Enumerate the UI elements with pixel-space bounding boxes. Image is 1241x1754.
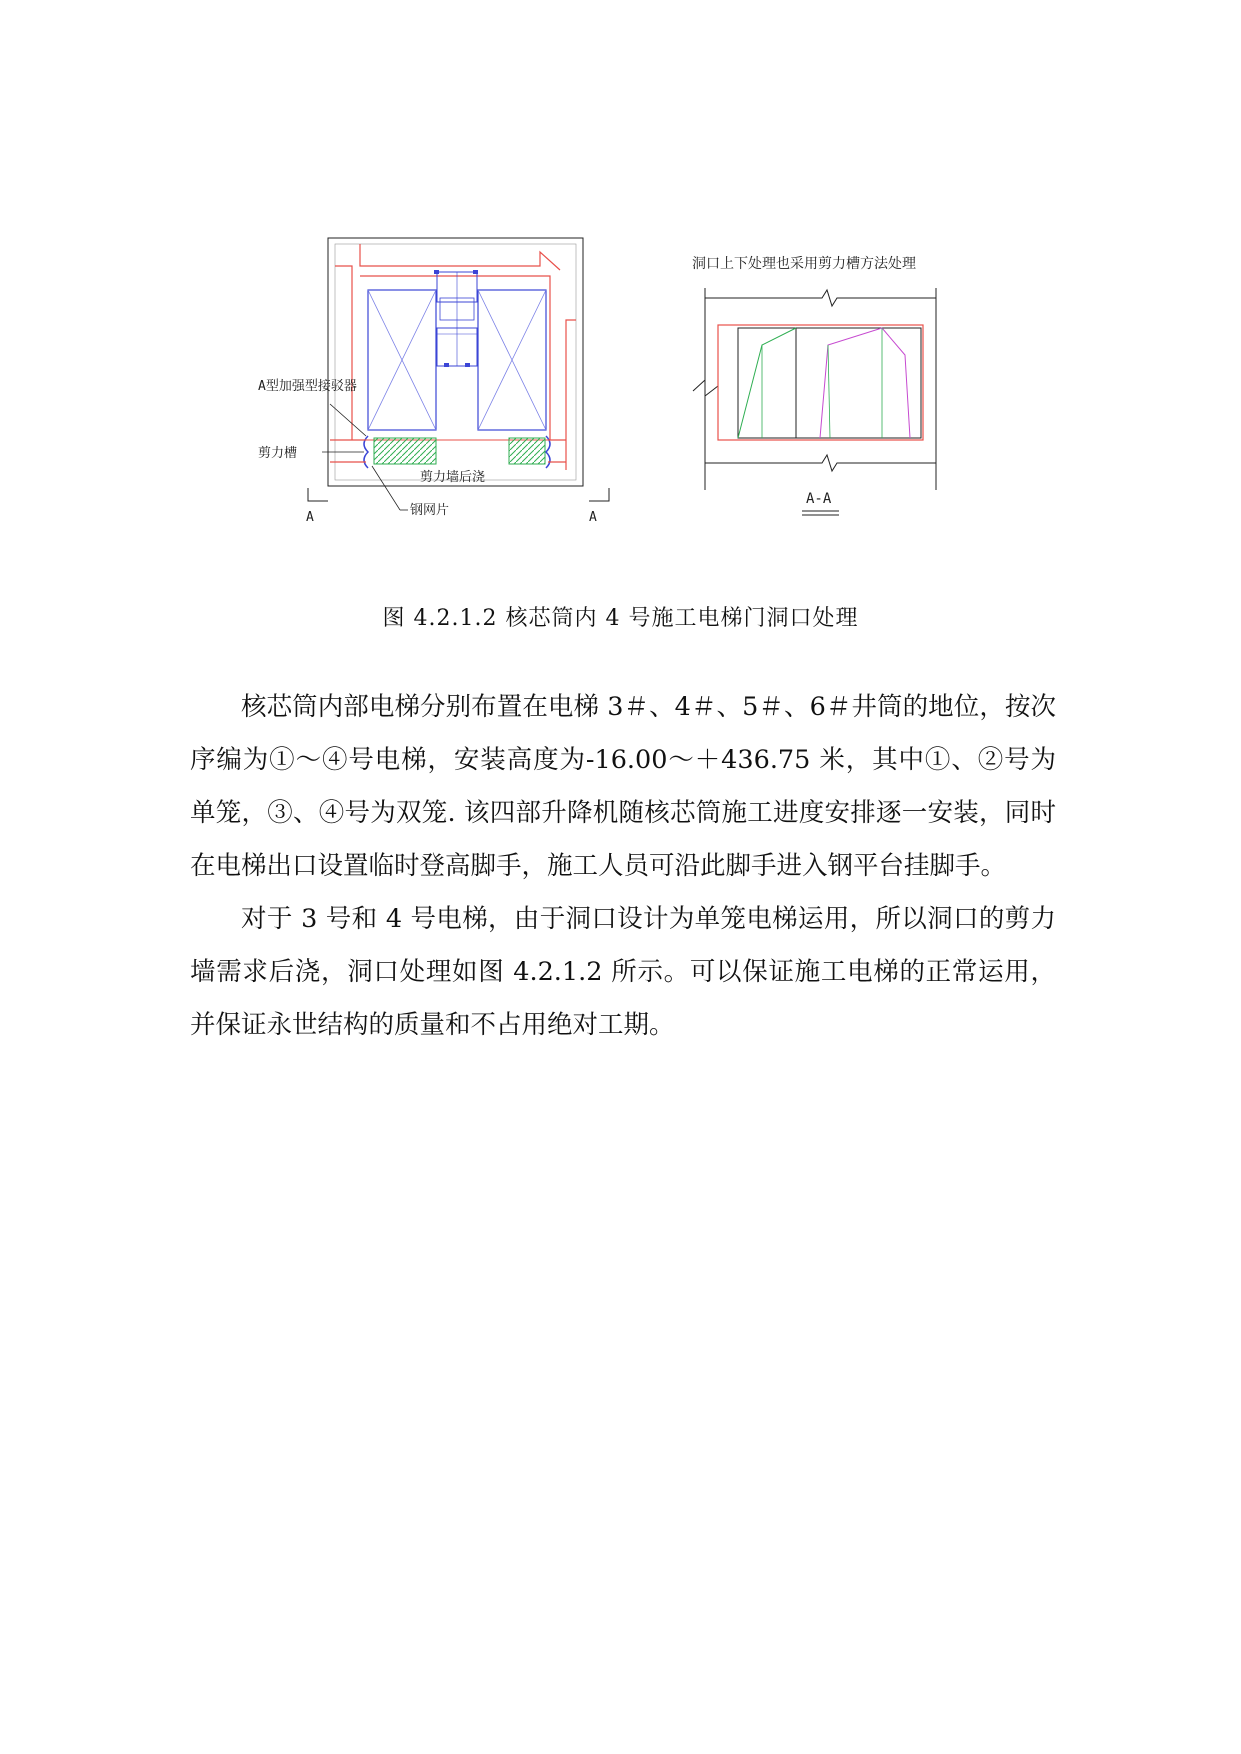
post-pour-zone-right xyxy=(509,438,545,464)
elevator-car-right xyxy=(478,290,546,430)
elevator-mast xyxy=(434,270,478,367)
figure-caption: 图 4.2.1.2 核芯筒内 4 号施工电梯门洞口处理 xyxy=(382,606,859,631)
section-title: A-A xyxy=(806,491,832,507)
section-note: 洞口上下处理也采用剪力槽方法处理 xyxy=(692,256,916,272)
elevator-car-left xyxy=(368,290,436,430)
label-shear-groove: 剪力槽 xyxy=(258,446,298,461)
label-post-pour: 剪力墙后浇 xyxy=(420,470,486,485)
section-mark-right: A xyxy=(589,510,597,525)
section-mark-left: A xyxy=(306,510,314,525)
label-connector: A型加强型接驳器 xyxy=(258,379,357,394)
paragraph: 核芯筒内部电梯分别布置在电梯 3＃、4＃、5＃、6＃井筒的地位，按次序编为①～④号电梯，安装高度为-16.00～＋436.75 米，其中①、②号为单笼，③、④号为双笼. 该四部升降机随核芯筒施工进度安排逐一安装，同时在电梯出口设置临时登高脚手，施工人员可沿此脚手进入钢平台挂脚手。 xyxy=(190,692,1056,881)
cad-drawing xyxy=(0,0,1241,560)
figure xyxy=(0,0,1241,560)
label-mesh: 钢网片 xyxy=(410,503,450,518)
body-text xyxy=(190,681,1056,1052)
section-aa xyxy=(693,288,936,515)
paragraph: 对于 3 号和 4 号电梯，由于洞口设计为单笼电梯运用，所以洞口的剪力墙需求后浇，洞口处理如图 4.2.1.2 所示。可以保证施工电梯的正常运用，并保证永世结构的质量和不占用绝对工期。 xyxy=(190,904,1056,1040)
post-pour-zone-left xyxy=(374,438,436,464)
